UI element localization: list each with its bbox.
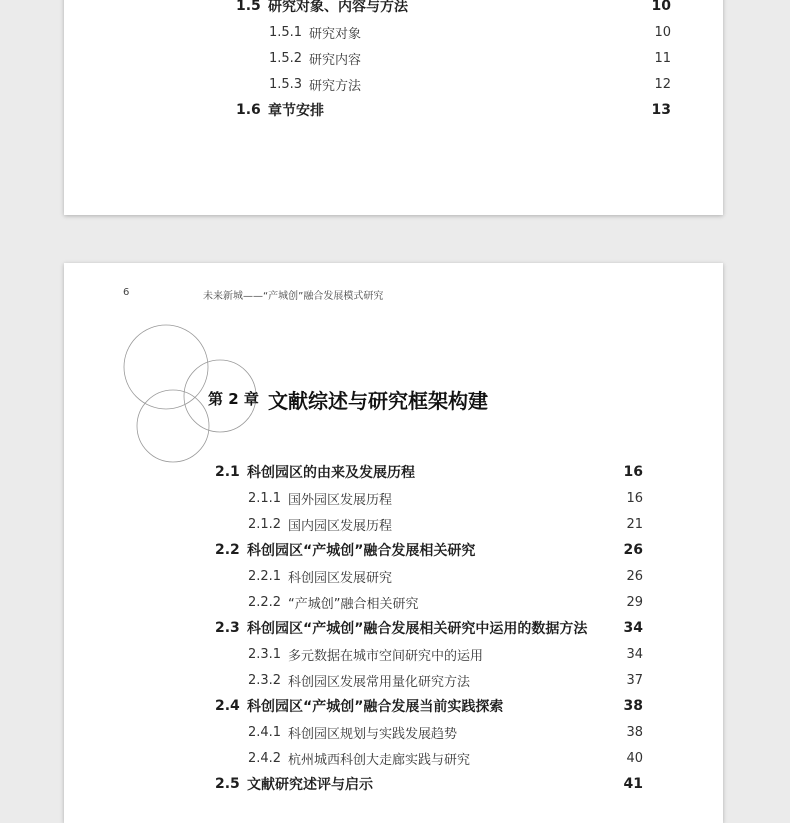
toc-title: 研究内容	[309, 52, 362, 68]
toc-number: 2.4.2	[248, 750, 282, 766]
toc-number: 2.1.1	[248, 490, 282, 506]
toc-number: 2.1	[215, 464, 240, 480]
toc-subsection[interactable]	[64, 22, 671, 42]
chapter-title: 文献综述与研究框架构建	[268, 389, 488, 413]
toc-number: 2.4	[215, 698, 240, 714]
toc-subsection[interactable]	[64, 566, 643, 586]
toc-title: 研究方法	[309, 78, 362, 94]
toc-page-number: 34	[623, 620, 643, 636]
toc-section[interactable]	[64, 0, 671, 16]
toc-section[interactable]	[64, 696, 643, 716]
toc-subsection[interactable]	[64, 514, 643, 534]
toc-number: 1.5.1	[269, 24, 303, 40]
toc-number: 1.5.3	[269, 76, 303, 92]
toc-number: 2.3.1	[248, 646, 282, 662]
toc-section[interactable]	[64, 774, 643, 794]
toc-title: 文献研究述评与启示	[247, 777, 373, 793]
toc-title: 杭州城西科创大走廊实践与研究	[288, 752, 471, 768]
toc-page-number: 10	[651, 0, 671, 14]
toc-title: 章节安排	[268, 103, 324, 119]
toc-title: 科创园区规划与实践发展趋势	[288, 726, 458, 742]
page-number: 6	[123, 287, 130, 298]
toc-page-number: 40	[626, 750, 643, 766]
toc-number: 2.4.1	[248, 724, 282, 740]
toc-title: 国内园区发展历程	[288, 518, 393, 534]
circle-top-left	[124, 325, 208, 409]
toc-page-number: 34	[626, 646, 643, 662]
toc-number: 2.2	[215, 542, 240, 558]
toc-title: 科创园区“产城创”融合发展当前实践探索	[247, 699, 504, 715]
toc-number: 2.5	[215, 776, 240, 792]
toc-page-number: 13	[651, 102, 671, 118]
toc-subsection[interactable]	[64, 748, 643, 768]
toc-page-number: 38	[623, 698, 643, 714]
toc-title: 国外园区发展历程	[288, 492, 393, 508]
toc-page-number: 16	[623, 464, 643, 480]
toc-section[interactable]	[64, 462, 643, 482]
toc-page-number: 21	[626, 516, 643, 532]
toc-title: 科创园区“产城创”融合发展相关研究中运用的数据方法	[247, 621, 588, 637]
toc-subsection[interactable]	[64, 592, 643, 612]
toc-title: 科创园区“产城创”融合发展相关研究	[247, 543, 476, 559]
toc-number: 2.2.1	[248, 568, 282, 584]
toc-number: 2.3.2	[248, 672, 282, 688]
toc-section[interactable]	[64, 100, 671, 120]
toc-title: “产城创”融合相关研究	[288, 596, 419, 612]
toc-page-number: 10	[654, 24, 671, 40]
toc-number: 2.2.2	[248, 594, 282, 610]
toc-subsection[interactable]	[64, 644, 643, 664]
toc-number: 1.5	[236, 0, 261, 14]
toc-page-top	[64, 0, 723, 215]
toc-subsection[interactable]	[64, 670, 643, 690]
toc-page-number: 11	[654, 50, 671, 66]
toc-title: 科创园区发展常用量化研究方法	[288, 674, 471, 690]
toc-page-number: 16	[626, 490, 643, 506]
toc-page-number: 37	[626, 672, 643, 688]
toc-number: 1.5.2	[269, 50, 303, 66]
toc-page-bottom	[64, 263, 723, 823]
toc-page-number: 41	[623, 776, 643, 792]
toc-title: 科创园区发展研究	[288, 570, 393, 586]
toc-section[interactable]	[64, 540, 643, 560]
running-title: 未来新城——“产城创”融合发展模式研究	[203, 291, 384, 302]
toc-subsection[interactable]	[64, 74, 671, 94]
toc-subsection[interactable]	[64, 722, 643, 742]
toc-page-number: 29	[626, 594, 643, 610]
toc-page-number: 12	[654, 76, 671, 92]
toc-title: 科创园区的由来及发展历程	[247, 465, 415, 481]
toc-section[interactable]	[64, 618, 643, 638]
toc-title: 研究对象	[309, 26, 362, 42]
toc-subsection[interactable]	[64, 488, 643, 508]
chapter-label: 第 2 章	[208, 390, 259, 408]
toc-number: 2.1.2	[248, 516, 282, 532]
toc-title: 多元数据在城市空间研究中的运用	[288, 648, 484, 664]
toc-page-number: 26	[626, 568, 643, 584]
toc-number: 2.3	[215, 620, 240, 636]
circle-bottom	[137, 390, 209, 462]
toc-subsection[interactable]	[64, 48, 671, 68]
toc-number: 1.6	[236, 102, 261, 118]
toc-title: 研究对象、内容与方法	[268, 0, 408, 15]
toc-page-number: 26	[623, 542, 643, 558]
toc-page-number: 38	[626, 724, 643, 740]
